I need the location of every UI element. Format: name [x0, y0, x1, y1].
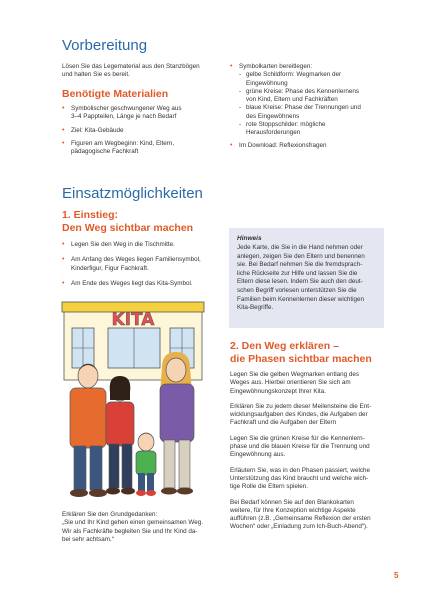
section-title-vorbereitung: Vorbereitung [62, 37, 148, 54]
mother-figure [106, 376, 135, 495]
intro-text: Lösen Sie das Legematerial aus den Stanzbögen und halten Sie es bereit. [62, 63, 200, 79]
sub-list-item: - rote Stoppschilder: mögliche Herausforderungen [239, 121, 400, 138]
paragraph: Erläutern Sie, was in den Phasen passiert, welche Unterstützung das Kind braucht und welche wich- tige Rolle die Eltern spielen. [230, 466, 371, 491]
sub-list-item: - grüne Kreise: Phase des Kennenlernens von Kind, Eltern und Fachkräften [239, 88, 400, 105]
list-item: • Figuren am Wegbeginn: Kind, Eltern, pädagogische Fachkraft [62, 140, 227, 157]
section-title-einsatz: Einsatzmöglichkeiten [62, 185, 203, 202]
symbol-cards-list [239, 71, 400, 137]
page-number: 5 [394, 571, 399, 580]
step1-list [62, 241, 227, 292]
sub-list-item: - gelbe Schildform: Wegmarken der Eingewöhnung [239, 71, 400, 88]
hint-body: Jede Karte, die Sie in die Hand nehmen oder anlegen, zeigen Sie den Eltern und benennen sie. Bei Bedarf nehmen Sie die fremdsprach- liche Rückseite zur Hilfe und lassen Sie die Eltern diese lesen. Indem Sie auch den deut- schen Begriff vorlesen unterstützen Sie die Familien beim Kennenlernen dieser wichtigen Kita-Begriffe. [237, 244, 365, 312]
list-item: • Symbolkarten bereitlegen: - gelbe Schildform: Wegmarken der Eingewöhnung - grüne Kreise: Phase des Kennenlernens von Kind, Eltern und Fachkräften - blaue Kreise: Phase der Trennungen und des Eingewöhnens - rote Stoppschilder: mögliche Herausforderungen [230, 63, 400, 138]
paragraph: Legen Sie die gelben Wegmarken entlang des Weges aus. Hierbei orientieren Sie sich am Eingewöhnungskonzept Ihrer Kita. [230, 371, 360, 395]
paragraph: Legen Sie die grünen Kreise für die Kennenlern- phase und die blauen Kreise für die Trennung und Eingewöhnung aus. [230, 434, 370, 459]
materials-heading: Benötigte Materialien [62, 88, 169, 100]
list-item: • Symbolischer geschwungener Weg aus 3–4 Pappteilen, Länge je nach Bedarf [62, 105, 227, 122]
hint-title: Hinweis [237, 235, 262, 242]
list-item: • Ziel: Kita-Gebäude [62, 127, 227, 135]
step2-text [230, 371, 400, 532]
child-figure [136, 433, 156, 496]
family-illustration [58, 292, 208, 508]
father-figure [70, 364, 107, 497]
paragraph: Bei Bedarf können Sie auf den Blankokarten weitere, für Ihre Konzeption wichtige Aspekte aufführen (z.B. „Gemeinsame Reflexion der ersten Wochen“ oder „Einladung zum Ich-Buch-Abend“). [230, 498, 371, 531]
basic-idea-text: Erklären Sie den Grundgedanken: „Sie und Ihr Kind gehen einen gemeinsamen Weg. Wir als Fachkräfte begleiten Sie und Ihr Kind da- bei sehr achtsam.“ [62, 511, 203, 543]
step1-heading: 1. Einstieg: Den Weg sichtbar machen [62, 209, 194, 234]
materials-list-right [230, 63, 400, 154]
educator-figure [160, 352, 194, 495]
hint-box [229, 228, 384, 328]
sub-list-item: - blaue Kreise: Phase der Trennungen und des Eingewöhnens [239, 104, 400, 121]
list-item: • Am Ende des Weges liegt das Kita-Symbol. [62, 280, 227, 288]
list-item: • Im Download: Reflexionsfragen [230, 142, 400, 150]
step2-heading: 2. Den Weg erklären – die Phasen sichtbar machen [230, 340, 372, 365]
paragraph: Erklären Sie zu jedem dieser Meilensteine die Ent- wicklungsaufgaben des Kindes, die Aufgaben der Fachkraft und die Aufgaben der Eltern [230, 402, 372, 427]
list-item: • Legen Sie den Weg in die Tischmitte. [62, 241, 227, 249]
materials-list-left [62, 105, 227, 160]
kita-sign: KITA [111, 310, 155, 330]
list-item: • Am Anfang des Weges liegen Familiensymbol, Kinderfigur, Figur Fachkraft. [62, 256, 227, 273]
